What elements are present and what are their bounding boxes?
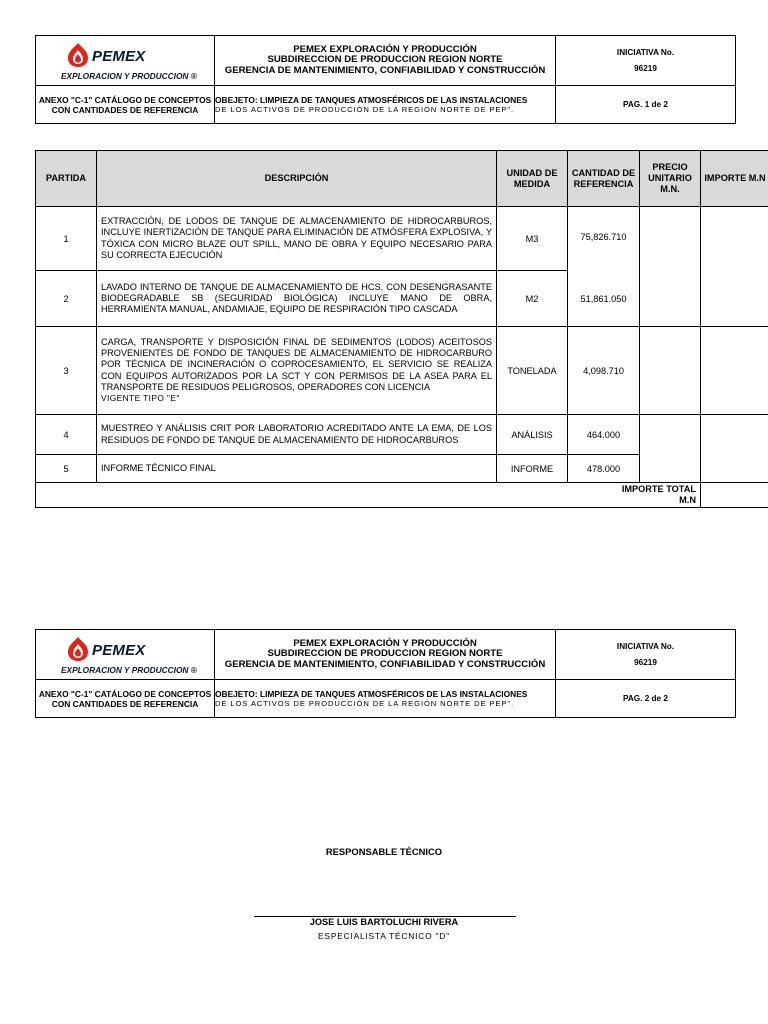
col-importe: IMPORTE M.N: [701, 151, 768, 207]
iniciativa-cell: [556, 630, 736, 680]
row-partida: 1: [36, 207, 97, 271]
pemex-flame-icon: [64, 636, 92, 662]
row-cantidad: 464.000: [568, 415, 640, 455]
pemex-logo: [36, 38, 214, 84]
table-row: [36, 207, 768, 271]
col-partida: PARTIDA: [36, 151, 97, 207]
org-line-2: SUBDIRECCION DE PRODUCCION REGION NORTE: [267, 648, 503, 660]
signature-role: ESPECIALISTA TÉCNICO "D": [318, 931, 450, 941]
col-precio: PRECIO UNITARIO M.N.: [640, 151, 701, 207]
col-unidad: UNIDAD DE MEDIDA: [497, 151, 568, 207]
page-number: PAG. 1 de 2: [556, 86, 736, 124]
row-unidad: M3: [497, 207, 568, 271]
table-header-row: [36, 151, 768, 207]
row-descripcion: INFORME TÉCNICO FINAL: [97, 455, 497, 483]
objeto-line-1: OBEJETO: LIMPIEZA DE TANQUES ATMOSFÉRICOS DE LAS INSTALACIONES: [215, 688, 528, 699]
anexo-title: ANEXO "C-1" CATÁLOGO DE CONCEPTOS CON CANTIDADES DE REFERENCIA: [36, 86, 215, 124]
row-cantidad: 4,098.710: [568, 327, 640, 415]
row-cantidad-1-2: [568, 207, 640, 327]
signature-name: JOSE LUIS BARTOLUCHI RIVERA: [309, 917, 459, 927]
page1-header: [35, 35, 736, 124]
row-descripcion: CARGA, TRANSPORTE Y DISPOSICIÓN FINAL DE SEDIMENTOS (LODOS) ACEITOSOS PROVENIENTES DE FONDO DE TANQUES DE ALMACENAMIENTO DE HIDROCARBURO POR TÉCNICA DE INCINERACIÓN O COPROCESAMIENTO, EL SERVICIO SE REALIZA CON EQUIPOS AUTORIZADOS POR LA SCT Y CON PERMISOS DE LA ASEA PARA EL TRANSPORTE DE RESIDUOS PELIGROSOS, OPERADORES CON LICENCIA VIGENTE TIPO "E": [97, 327, 497, 415]
signature-title: RESPONSABLE TÉCNICO: [325, 846, 443, 857]
total-value: [701, 483, 768, 508]
row-partida: 3: [36, 327, 97, 415]
logo-cell: [36, 630, 215, 680]
concepts-table: [35, 150, 768, 508]
pemex-logo: [36, 632, 214, 678]
org-line-3: GERENCIA DE MANTENIMIENTO, CONFIABILIDAD Y CONSTRUCCIÓN: [224, 658, 546, 670]
row-precio: [640, 207, 701, 327]
brand-name: PEMEX: [92, 47, 146, 65]
row-precio: [640, 415, 701, 483]
row-descripcion: LAVADO INTERNO DE TANQUE DE ALMACENAMIENTO DE HCS, CON DESENGRASANTE BIODEGRADABLE SB (SEGURIDAD BIOLÓGICA) INCLUYE MANO DE OBRA, HERRAMIENTA MANUAL, ANDAMIAJE, EQUIPO DE RESPIRACIÓN TIPO CASCADA: [97, 271, 497, 327]
organization-cell: [215, 630, 556, 680]
brand-name: PEMEX: [92, 641, 146, 659]
row-descripcion-extra: VIGENTE TIPO "E": [101, 392, 180, 403]
organization-cell: [215, 36, 556, 86]
objeto-cell: [215, 86, 556, 124]
row-precio: [640, 327, 701, 415]
col-cantidad: CANTIDAD DE REFERENCIA: [568, 151, 640, 207]
table-row: [36, 327, 768, 415]
objeto-line-2: DE LOS ACTIVOS DE PRODUCCIÓN DE LA REGIÓN NORTE DE PEP".: [215, 104, 514, 114]
row-partida: 4: [36, 415, 97, 455]
org-line-2: SUBDIRECCION DE PRODUCCION REGION NORTE: [267, 54, 503, 66]
anexo-title: ANEXO "C-1" CATÁLOGO DE CONCEPTOS CON CANTIDADES DE REFERENCIA: [36, 680, 215, 718]
objeto-line-2: DE LOS ACTIVOS DE PRODUCCIÓN DE LA REGIÓN NORTE DE PEP".: [215, 698, 514, 708]
total-row: [36, 483, 768, 508]
org-line-1: PEMEX EXPLORACIÓN Y PRODUCCIÓN: [293, 43, 477, 55]
iniciativa-label: INICIATIVA No.: [616, 47, 675, 57]
row-descripcion: EXTRACCIÓN, DE LODOS DE TANQUE DE ALMACENAMIENTO DE HIDROCARBUROS, INCLUYE INERTIZACIÓN DE TANQUE PARA ELIMINACIÓN DE ATMÓSFERA EXPLOSIVA, Y TÓXICA CON MICRO BLAZE OUT SPILL, MANO DE OBRA Y EQUIPO NECESARIO PARA SU CORRECTA EJECUCIÓN: [97, 207, 497, 271]
objeto-line-1: OBEJETO: LIMPIEZA DE TANQUES ATMOSFÉRICOS DE LAS INSTALACIONES: [215, 94, 528, 105]
page-number: PAG. 2 de 2: [556, 680, 736, 718]
brand-subtitle: EXPLORACION Y PRODUCCION ®: [61, 70, 197, 81]
col-descripcion: DESCRIPCIÓN: [97, 151, 497, 207]
row-importe: [701, 207, 768, 327]
pemex-flame-icon: [64, 42, 92, 68]
logo-cell: [36, 36, 215, 86]
row-partida: 5: [36, 455, 97, 483]
row-importe: [701, 327, 768, 415]
row-importe: [701, 415, 768, 483]
iniciativa-cell: [556, 36, 736, 86]
iniciativa-number: 96219: [634, 657, 657, 667]
row-cantidad: 478.000: [568, 455, 640, 483]
iniciativa-number: 96219: [634, 63, 657, 73]
row-partida: 2: [36, 271, 97, 327]
row-descripcion: MUESTREO Y ANÁLISIS CRIT POR LABORATORIO ACREDITADO ANTE LA EMA, DE LOS RESIDUOS DE FONDO DE TANQUE DE ALMACENAMIENTO DE HIDROCARBUROS: [97, 415, 497, 455]
total-label: IMPORTE TOTAL M.N: [36, 483, 701, 508]
objeto-cell: [215, 680, 556, 718]
org-line-1: PEMEX EXPLORACIÓN Y PRODUCCIÓN: [293, 637, 477, 649]
row-cantidad: 75,826.710: [580, 232, 627, 242]
table-row: [36, 415, 768, 455]
row-unidad: INFORME: [497, 455, 568, 483]
row-unidad: TONELADA: [497, 327, 568, 415]
brand-subtitle: EXPLORACION Y PRODUCCION ®: [61, 664, 197, 675]
row-unidad: ANÁLISIS: [497, 415, 568, 455]
iniciativa-label: INICIATIVA No.: [616, 641, 675, 651]
row-unidad: M2: [497, 271, 568, 327]
row-cantidad: 51,861.050: [580, 294, 627, 304]
page2-header: [35, 629, 736, 718]
org-line-3: GERENCIA DE MANTENIMIENTO, CONFIABILIDAD Y CONSTRUCCIÓN: [224, 64, 546, 76]
